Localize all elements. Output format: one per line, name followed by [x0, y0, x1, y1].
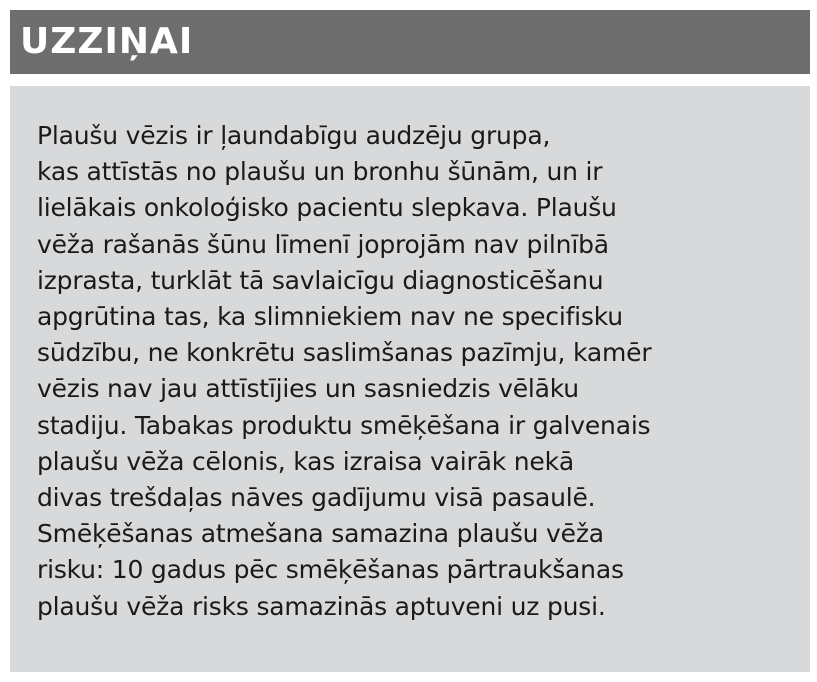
text-line: lielākais onkoloģisko pacientu slepkava. Plaušu — [37, 193, 617, 223]
info-box — [10, 86, 810, 672]
info-text — [37, 118, 790, 625]
text-line: kas attīstās no plaušu un bronhu šūnām, un ir — [37, 157, 603, 187]
text-line: Plaušu vēzis ir ļaundabīgu audzēju grupa, — [37, 121, 551, 150]
text-line: sūdzību, ne konkrētu saslimšanas pazīmju, kamēr — [37, 338, 652, 368]
text-line: plaušu vēža cēlonis, kas izraisa vairāk nekā — [37, 446, 574, 476]
text-line: vēža rašanās šūnu līmenī joprojām nav pilnībā — [37, 229, 609, 259]
text-line: risku: 10 gadus pēc smēķēšanas pārtraukšanas — [37, 555, 624, 585]
text-line: divas trešdaļas nāves gadījumu visā pasaulē. — [37, 483, 596, 513]
text-line: plaušu vēža risks samazinās aptuveni uz pusi. — [37, 591, 606, 621]
text-line: Smēķēšanas atmešana samazina plaušu vēža — [37, 519, 604, 549]
text-line: stadiju. Tabakas produktu smēķēšana ir galvenais — [37, 410, 651, 440]
text-line: vēzis nav jau attīstījies un sasniedzis vēlāku — [37, 374, 579, 404]
text-line: apgrūtina tas, ka slimniekiem nav ne specifisku — [37, 302, 623, 332]
header-bar — [10, 10, 810, 74]
text-line: izprasta, turklāt tā savlaicīgu diagnosticēšanu — [37, 265, 604, 295]
header-title: UZZIŅAI — [20, 21, 194, 62]
